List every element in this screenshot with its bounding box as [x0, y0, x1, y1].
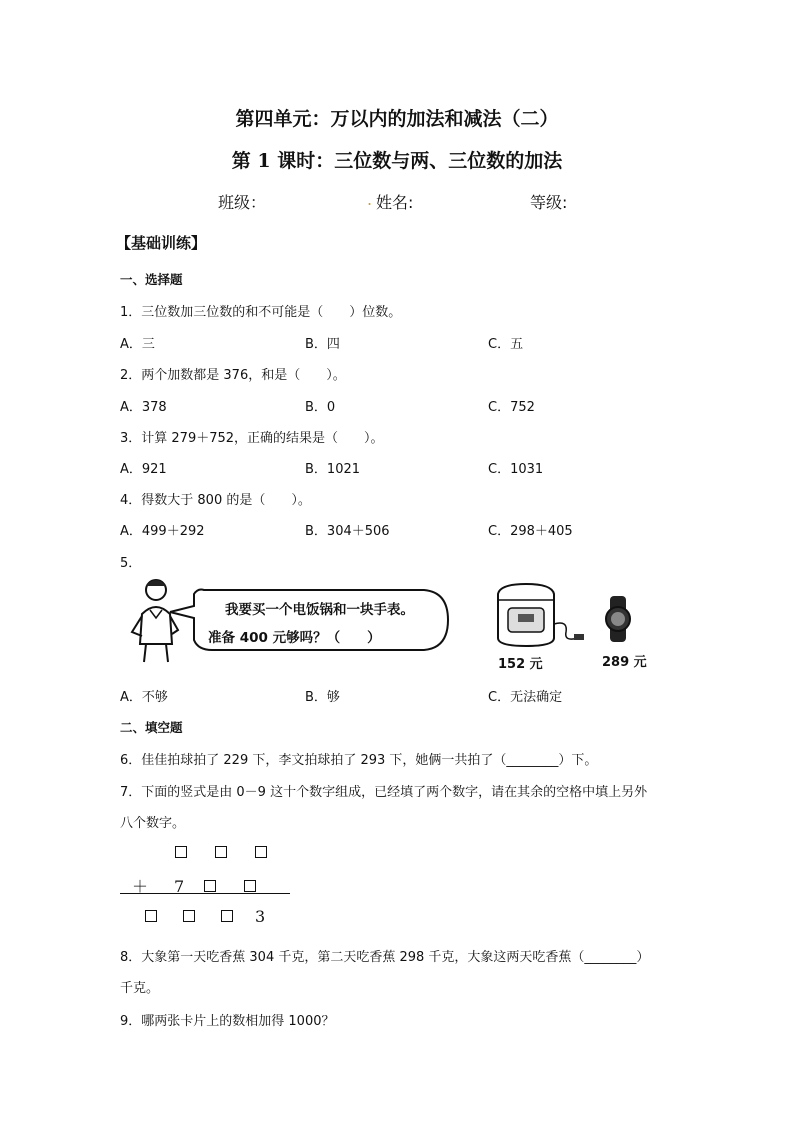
q1-option-a[interactable]: A．三	[120, 337, 155, 352]
blank-box[interactable]	[255, 846, 267, 858]
question-7-line-2: 八个数字。	[120, 816, 186, 831]
q4-option-a[interactable]: A．499＋292	[120, 524, 205, 539]
grade-label: 等级:	[530, 193, 568, 212]
watch-price: 289 元	[602, 655, 647, 670]
blank-box[interactable]	[244, 880, 256, 892]
part2-heading: 二、填空题	[120, 720, 183, 735]
q3-option-b[interactable]: B．1021	[305, 462, 361, 477]
blank-box[interactable]	[183, 910, 195, 922]
speech-line-2: 准备 400 元够吗？（ ）	[208, 630, 381, 646]
q2-option-a[interactable]: A．378	[120, 400, 167, 415]
question-2: 2．两个加数都是 376，和是（ ）。	[120, 368, 346, 383]
class-label: 班级：	[218, 193, 267, 212]
q5-option-b[interactable]: B．够	[305, 690, 340, 705]
result-digit: 3	[255, 907, 266, 926]
speech-line-1: 我要买一个电饭锅和一块手表。	[225, 602, 414, 618]
rice-cooker-icon	[490, 580, 590, 650]
vertical-row-3	[145, 907, 265, 926]
q4-option-b[interactable]: B．304＋506	[305, 524, 390, 539]
q1-option-b[interactable]: B．四	[305, 337, 340, 352]
question-8-line-2: 千克。	[120, 981, 160, 996]
dot-mark: .	[367, 190, 373, 209]
lesson-title: 第 1 课时：三位数与两、三位数的加法	[231, 150, 563, 172]
plus-sign: ＋	[132, 877, 149, 896]
watch-icon	[598, 596, 638, 642]
name-label: 姓名:	[376, 193, 414, 212]
section-title: 【基础训练】	[116, 234, 207, 252]
unit-title: 第四单元：万以内的加法和减法（二）	[235, 108, 559, 130]
given-digit: 7	[174, 877, 185, 896]
question-7-line-1: 7．下面的竖式是由 0－9 这十个数字组成，已经填了两个数字，请在其余的空格中填上另外	[120, 785, 648, 800]
q5-option-c[interactable]: C．无法确定	[488, 690, 563, 705]
question-4: 4．得数大于 800 的是（ ）。	[120, 493, 311, 508]
blank-box[interactable]	[175, 846, 187, 858]
q2-option-c[interactable]: C．752	[488, 400, 535, 415]
question-6: 6．佳佳拍球拍了 229 下，李文拍球拍了 293 下，她俩一共拍了（________）下。	[120, 753, 598, 768]
question-3: 3．计算 279＋752，正确的结果是（ ）。	[120, 431, 384, 446]
cooker-price: 152 元	[498, 657, 543, 672]
q3-option-a[interactable]: A．921	[120, 462, 167, 477]
blank-box[interactable]	[221, 910, 233, 922]
q5-option-a[interactable]: A．不够	[120, 690, 168, 705]
blank-box[interactable]	[204, 880, 216, 892]
q4-option-c[interactable]: C．298＋405	[488, 524, 573, 539]
question-1: 1．三位数加三位数的和不可能是（ ）位数。	[120, 305, 402, 320]
question-8-line-1: 8．大象第一天吃香蕉 304 千克，第二天吃香蕉 298 千克，大象这两天吃香蕉（________）	[120, 950, 650, 965]
q1-option-c[interactable]: C．五	[488, 337, 524, 352]
sum-line	[120, 893, 290, 894]
blank-box[interactable]	[145, 910, 157, 922]
question-9: 9．哪两张卡片上的数相加得 1000？	[120, 1014, 335, 1029]
vertical-row-1	[175, 843, 267, 862]
blank-box[interactable]	[215, 846, 227, 858]
q3-option-c[interactable]: C．1031	[488, 462, 544, 477]
question-5: 5．	[120, 556, 142, 571]
q2-option-b[interactable]: B．0	[305, 400, 336, 415]
part1-heading: 一、选择题	[120, 272, 183, 287]
